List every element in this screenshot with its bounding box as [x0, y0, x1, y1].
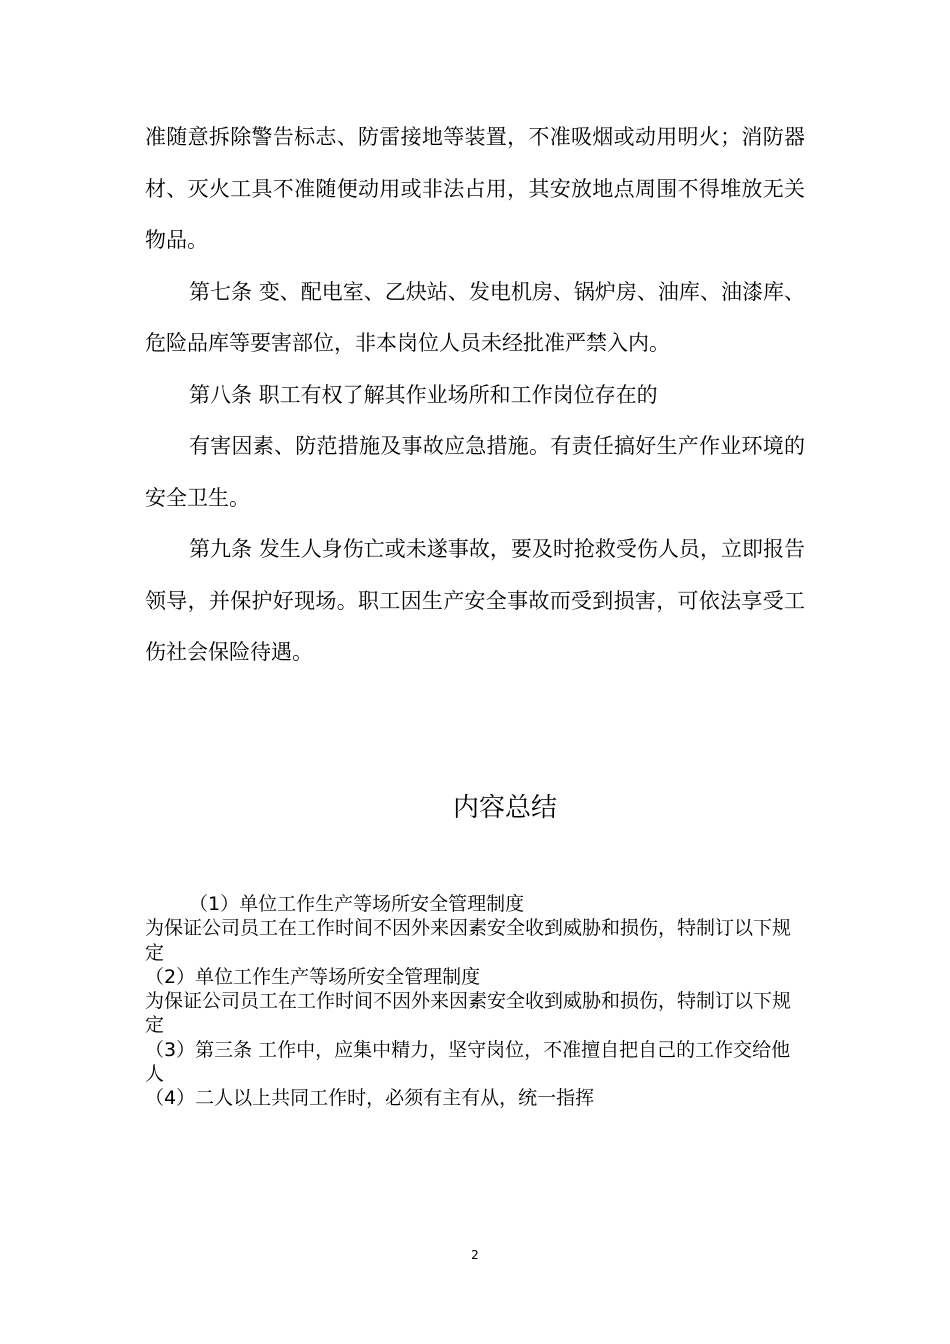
- summary-item: 为保证公司员工在工作时间不因外来因素安全收到威胁和损伤，特制订以下规定: [145, 990, 792, 1037]
- summary-item: （3）第三条 工作中，应集中精力，坚守岗位，不准擅自把自己的工作交给他人: [145, 1038, 791, 1086]
- article-eight-paragraph: 第八条 职工有权了解其作业场所和工作岗位存在的: [189, 382, 658, 407]
- summary-item: （1）单位工作生产等场所安全管理制度: [189, 893, 525, 915]
- page-number: 2: [471, 1248, 479, 1262]
- summary-title: 内容总结: [452, 793, 557, 823]
- body-text: [145, 112, 805, 679]
- article-seven-paragraph: 第七条 变、配电室、乙炔站、发电机房、锅炉房、油库、油漆库、危险品库等要害部位，非本岗位人员未经批准严禁入内。: [145, 279, 805, 355]
- body-paragraph-continued: 准随意拆除警告标志、防雷接地等装置，不准吸烟或动用明火；消防器材、灭火工具不准随便动用或非法占用，其安放地点周围不得堆放无关物品。: [145, 125, 805, 252]
- article-eight-continuation: 有害因素、防范措施及事故应急措施。有责任搞好生产作业环境的安全卫生。: [145, 434, 805, 510]
- summary-item: （4）二人以上共同工作时，必须有主有从，统一指挥: [145, 1087, 595, 1110]
- article-nine-paragraph: 第九条 发生人身伤亡或未遂事故，要及时抢救受伤人员，立即报告领导，并保护好现场。职工因生产安全事故而受到损害，可依法享受工伤社会保险待遇。: [145, 537, 805, 664]
- summary-item: 为保证公司员工在工作时间不因外来因素安全收到威胁和损伤，特制订以下规定: [145, 917, 792, 964]
- summary-item: （2）单位工作生产等场所安全管理制度: [145, 965, 481, 988]
- summary-list: [145, 892, 805, 1111]
